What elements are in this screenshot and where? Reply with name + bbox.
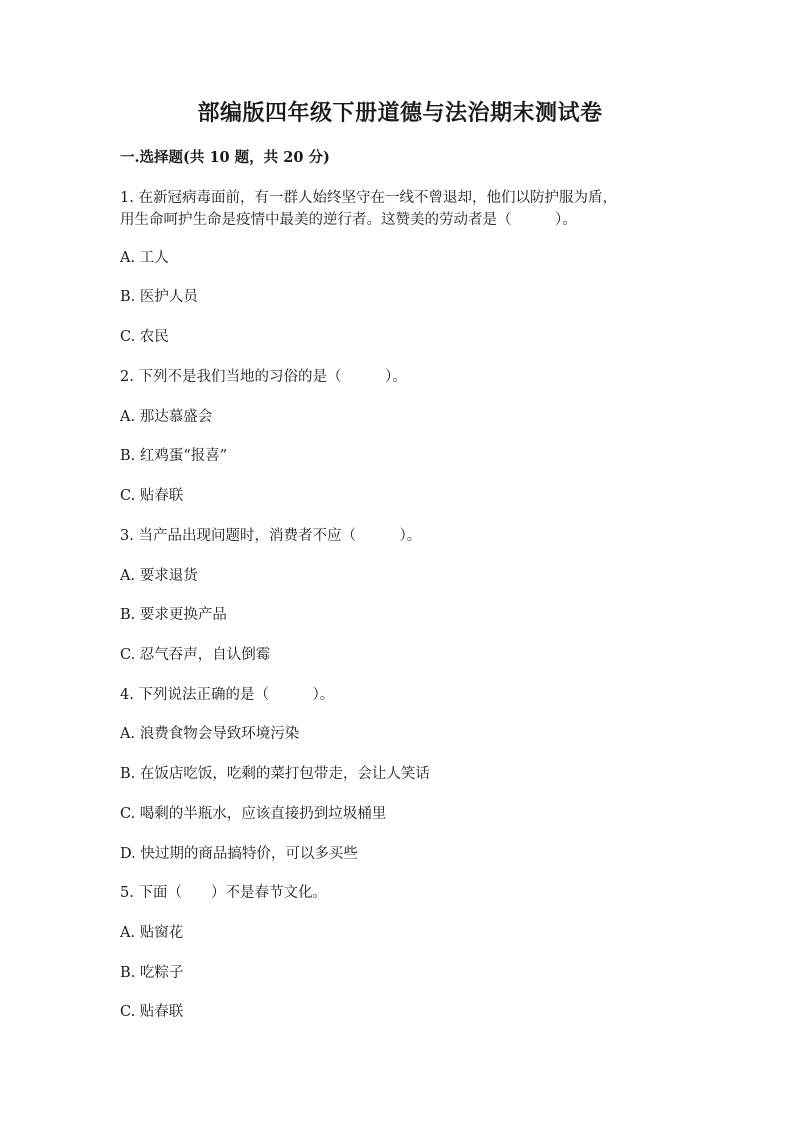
question-3-stem: 3. 当产品出现问题时，消费者不应（ ）。 bbox=[120, 528, 422, 544]
question-3-option-b: B. 要求更换产品 bbox=[120, 607, 227, 623]
question-4-option-d: D. 快过期的商品搞特价，可以多买些 bbox=[120, 846, 358, 862]
section-heading: 一.选择题(共 10 题，共 20 分) bbox=[120, 149, 330, 166]
question-3-option-c: C. 忍气吞声，自认倒霉 bbox=[120, 647, 271, 663]
question-2-stem: 2. 下列不是我们当地的习俗的是（ ）。 bbox=[120, 369, 407, 385]
question-2-option-c: C. 贴春联 bbox=[120, 488, 184, 504]
question-4-option-b: B. 在饭店吃饭，吃剩的菜打包带走，会让人笑话 bbox=[120, 766, 430, 782]
page-title: 部编版四年级下册道德与法治期末测试卷 bbox=[197, 100, 603, 126]
question-1-option-c: C. 农民 bbox=[120, 329, 169, 345]
question-1-option-a: A. 工人 bbox=[120, 250, 169, 266]
question-1-stem-line-2: 用生命呵护生命是疫情中最美的逆行者。这赞美的劳动者是（ ）。 bbox=[120, 212, 577, 228]
question-4-option-a: A. 浪费食物会导致环境污染 bbox=[120, 726, 300, 742]
question-1-option-b: B. 医护人员 bbox=[120, 289, 198, 305]
question-5-option-a: A. 贴窗花 bbox=[120, 925, 184, 941]
question-5-stem: 5. 下面（ ）不是春节文化。 bbox=[120, 885, 327, 901]
question-4-stem: 4. 下列说法正确的是（ ）。 bbox=[120, 687, 335, 703]
question-5-option-c: C. 贴春联 bbox=[120, 1004, 184, 1020]
question-2-option-a: A. 那达慕盛会 bbox=[120, 409, 213, 425]
question-5-option-b: B. 吃粽子 bbox=[120, 965, 184, 981]
question-3-option-a: A. 要求退货 bbox=[120, 568, 198, 584]
question-4-option-c: C. 喝剩的半瓶水，应该直接扔到垃圾桶里 bbox=[120, 806, 387, 822]
question-1-stem-line-1: 1. 在新冠病毒面前，有一群人始终坚守在一线不曾退却，他们以防护服为盾， bbox=[120, 190, 617, 206]
question-2-option-b: B. 红鸡蛋“报喜” bbox=[120, 448, 228, 464]
